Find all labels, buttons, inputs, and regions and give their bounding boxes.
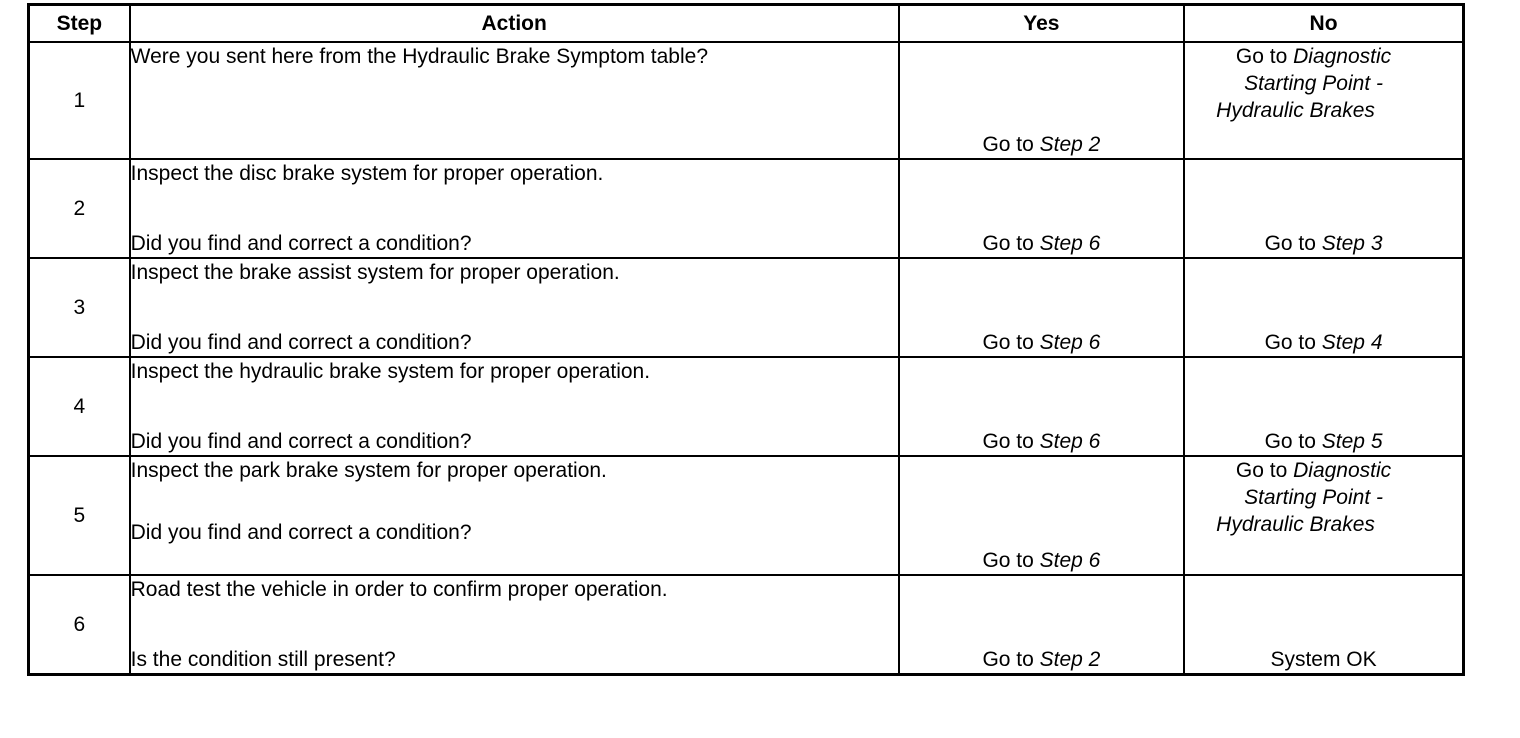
yes-cell (899, 258, 1184, 357)
action-cell (130, 159, 899, 258)
diagnostic-table (27, 3, 1465, 676)
no-step-link[interactable] (1165, 457, 1462, 538)
yes-prefix: Go to (982, 331, 1040, 354)
no-cell (1184, 357, 1463, 456)
table-header (29, 5, 1464, 43)
yes-cell (899, 357, 1184, 456)
table-row (29, 575, 1464, 675)
action-cell (130, 258, 899, 357)
no-ref: Diagnostic (1293, 45, 1392, 68)
no-line: Hydraulic Brakes (1216, 99, 1375, 122)
yes-step-link[interactable]: Step 6 (1039, 331, 1101, 354)
header-action: Action (130, 5, 899, 43)
header-row (29, 5, 1464, 43)
no-prefix: Go to (1235, 459, 1294, 482)
step-number: 4 (29, 357, 130, 456)
action-text: Were you sent here from the Hydraulic Brake Symptom table? (130, 45, 709, 68)
action-text: Road test the vehicle in order to confirm proper operation. (130, 578, 668, 601)
no-line: Hydraulic Brakes (1216, 513, 1375, 536)
yes-step-link[interactable]: Step 6 (1039, 549, 1101, 572)
no-result: System OK (1270, 648, 1377, 671)
yes-cell (899, 159, 1184, 258)
no-cell (1184, 258, 1463, 357)
action-text: Inspect the park brake system for proper operation. (130, 459, 607, 482)
no-ref: Diagnostic (1293, 459, 1392, 482)
no-line: Starting Point - (1244, 486, 1383, 509)
yes-step-link[interactable]: Step 6 (1039, 430, 1101, 453)
action-text: Inspect the brake assist system for proper operation. (130, 261, 620, 284)
table-row (29, 159, 1464, 258)
yes-prefix: Go to (982, 430, 1040, 453)
action-text: Inspect the hydraulic brake system for proper operation. (130, 360, 651, 383)
action-cell (130, 456, 899, 575)
no-step-link[interactable]: Step 4 (1321, 331, 1383, 354)
step-number: 3 (29, 258, 130, 357)
yes-prefix: Go to (982, 232, 1040, 255)
no-prefix: Go to (1264, 430, 1322, 453)
no-line (1165, 457, 1462, 484)
no-cell (1184, 456, 1463, 575)
step-number: 1 (29, 42, 130, 159)
yes-prefix: Go to (982, 549, 1040, 572)
table-row (29, 357, 1464, 456)
step-number: 2 (29, 159, 130, 258)
yes-step-link[interactable]: Step 2 (1039, 133, 1101, 156)
yes-step-link[interactable]: Step 6 (1039, 232, 1101, 255)
no-step-link[interactable] (1165, 43, 1462, 124)
action-question: Is the condition still present? (130, 648, 396, 671)
no-line (1165, 43, 1462, 70)
no-cell (1184, 42, 1463, 159)
action-cell (130, 357, 899, 456)
no-step-link[interactable]: Step 3 (1321, 232, 1383, 255)
step-number: 5 (29, 456, 130, 575)
action-question: Did you find and correct a condition? (130, 232, 472, 255)
table-row (29, 258, 1464, 357)
table-row (29, 456, 1464, 575)
no-step-link[interactable]: Step 5 (1321, 430, 1383, 453)
yes-step-link[interactable]: Step 2 (1039, 648, 1101, 671)
action-question: Did you find and correct a condition? (130, 331, 472, 354)
action-question: Did you find and correct a condition? (130, 521, 472, 544)
no-prefix: Go to (1235, 45, 1294, 68)
yes-prefix: Go to (982, 648, 1040, 671)
step-number: 6 (29, 575, 130, 675)
table-row (29, 42, 1464, 159)
action-cell (130, 575, 899, 675)
header-yes: Yes (899, 5, 1184, 43)
action-cell (130, 42, 899, 159)
no-prefix: Go to (1264, 232, 1322, 255)
action-text: Inspect the disc brake system for proper operation. (130, 162, 604, 185)
no-cell (1184, 575, 1463, 675)
header-no: No (1184, 5, 1463, 43)
action-question: Did you find and correct a condition? (130, 430, 472, 453)
table-body (29, 42, 1464, 675)
no-line: Starting Point - (1244, 72, 1383, 95)
yes-prefix: Go to (982, 133, 1040, 156)
yes-cell (899, 575, 1184, 675)
no-prefix: Go to (1264, 331, 1322, 354)
no-cell (1184, 159, 1463, 258)
header-step: Step (29, 5, 130, 43)
